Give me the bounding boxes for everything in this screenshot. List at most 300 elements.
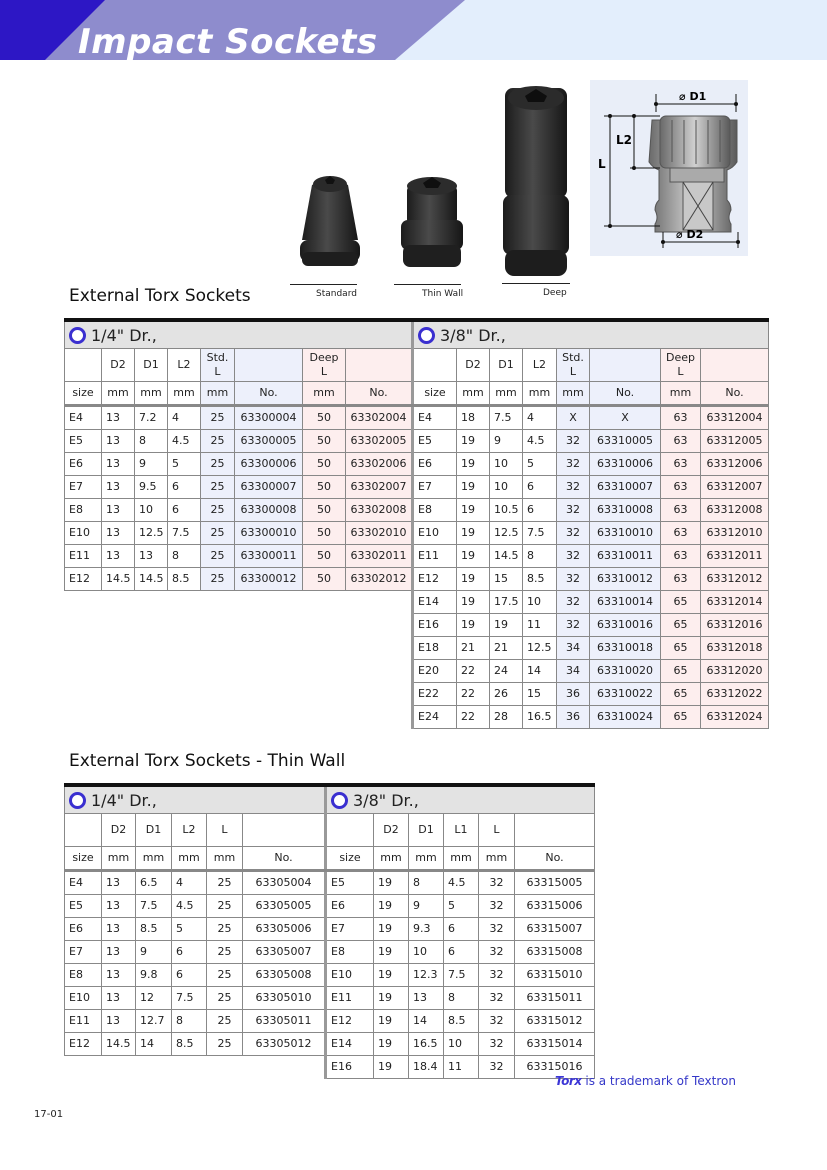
bullet-ring-icon — [418, 327, 435, 344]
value-cell: 32 — [479, 1056, 515, 1079]
value-cell: 63 — [661, 453, 701, 476]
value-cell: 19 — [457, 614, 490, 637]
value-cell: 19 — [374, 941, 409, 964]
part-number-cell: 63312007 — [701, 476, 769, 499]
value-cell: 13 — [102, 406, 135, 430]
value-cell: 50 — [303, 499, 346, 522]
value-cell: 63 — [661, 522, 701, 545]
value-cell: 19 — [490, 614, 523, 637]
column-header — [65, 814, 102, 847]
part-number-cell: 63302007 — [346, 476, 412, 499]
part-number-cell: 63315014 — [515, 1033, 595, 1056]
unit-header: mm — [136, 847, 172, 871]
value-cell: 15 — [523, 683, 557, 706]
size-cell: E7 — [65, 476, 102, 499]
value-cell: 12.5 — [523, 637, 557, 660]
value-cell: 13 — [102, 895, 136, 918]
value-cell: 14.5 — [490, 545, 523, 568]
value-cell: 5 — [444, 895, 479, 918]
part-number-cell: 63305007 — [243, 941, 325, 964]
size-cell: E5 — [65, 430, 102, 453]
drive-size-label: 1/4" Dr., — [91, 790, 157, 810]
column-header-row — [413, 349, 769, 382]
part-number-cell: 63300007 — [235, 476, 303, 499]
value-cell: 17.5 — [490, 591, 523, 614]
value-cell: 12.5 — [135, 522, 168, 545]
value-cell: 10 — [490, 476, 523, 499]
table-row — [413, 683, 769, 706]
part-number-cell: 63302005 — [346, 430, 412, 453]
value-cell: 15 — [490, 568, 523, 591]
value-cell: 50 — [303, 476, 346, 499]
table-row — [413, 499, 769, 522]
value-cell: 18 — [457, 406, 490, 430]
unit-header: No. — [515, 847, 595, 871]
value-cell: 7.5 — [172, 987, 207, 1010]
value-cell: 9.3 — [409, 918, 444, 941]
value-cell: 13 — [102, 987, 136, 1010]
column-header — [235, 349, 303, 382]
value-cell: 28 — [490, 706, 523, 729]
value-cell: 19 — [374, 964, 409, 987]
part-number-cell: 63312006 — [701, 453, 769, 476]
value-cell: 4 — [172, 871, 207, 895]
column-header: L1 — [444, 814, 479, 847]
column-header: Deep L — [661, 349, 701, 382]
value-cell: 8.5 — [523, 568, 557, 591]
value-cell: 25 — [207, 964, 243, 987]
value-cell: 25 — [207, 987, 243, 1010]
table-row — [65, 476, 412, 499]
part-number-cell: 63300011 — [235, 545, 303, 568]
part-number-cell: 63312022 — [701, 683, 769, 706]
value-cell: 16.5 — [523, 706, 557, 729]
drive-size-row — [65, 320, 412, 349]
unit-header: No. — [346, 382, 412, 406]
table-row — [65, 1010, 325, 1033]
part-number-cell: 63302004 — [346, 406, 412, 430]
value-cell: 8 — [444, 987, 479, 1010]
part-number-cell: 63310024 — [590, 706, 661, 729]
drive-size-header — [65, 785, 325, 814]
unit-header: mm — [444, 847, 479, 871]
column-header: D1 — [409, 814, 444, 847]
table-row — [65, 964, 325, 987]
value-cell: 19 — [374, 918, 409, 941]
value-cell: 34 — [557, 660, 590, 683]
column-header: D1 — [490, 349, 523, 382]
value-cell: 10 — [444, 1033, 479, 1056]
part-number-cell: 63312018 — [701, 637, 769, 660]
column-header: Deep L — [303, 349, 346, 382]
value-cell: 22 — [457, 706, 490, 729]
drive-size-label: 3/8" Dr., — [353, 790, 419, 810]
value-cell: 25 — [201, 476, 235, 499]
column-header — [326, 814, 374, 847]
unit-header: mm — [303, 382, 346, 406]
trademark-notice — [555, 1074, 736, 1088]
value-cell: 13 — [102, 430, 135, 453]
unit-header: size — [326, 847, 374, 871]
column-header — [590, 349, 661, 382]
unit-header-row — [65, 382, 412, 406]
size-cell: E5 — [413, 430, 457, 453]
size-cell: E8 — [326, 941, 374, 964]
table-row — [65, 453, 412, 476]
value-cell: 4.5 — [168, 430, 201, 453]
column-header: L2 — [168, 349, 201, 382]
value-cell: 65 — [661, 660, 701, 683]
table-row — [65, 918, 325, 941]
table-row — [413, 406, 769, 430]
drive-size-header — [326, 785, 595, 814]
size-cell: E11 — [65, 545, 102, 568]
dimension-diagram — [590, 80, 748, 256]
part-number-cell: 63305004 — [243, 871, 325, 895]
value-cell: 19 — [374, 895, 409, 918]
column-header: L — [479, 814, 515, 847]
column-header: D1 — [136, 814, 172, 847]
drive-size-header — [65, 320, 412, 349]
part-number-cell: 63300012 — [235, 568, 303, 591]
value-cell: 50 — [303, 453, 346, 476]
value-cell: 13 — [102, 476, 135, 499]
table-row — [326, 895, 595, 918]
table-quarter-drive-thin-wall — [64, 783, 325, 1056]
column-header — [65, 349, 102, 382]
value-cell: 32 — [557, 476, 590, 499]
size-cell: E12 — [326, 1010, 374, 1033]
product-photos — [285, 80, 575, 305]
table-row — [65, 871, 325, 895]
value-cell: 19 — [457, 591, 490, 614]
value-cell: 18.4 — [409, 1056, 444, 1079]
part-number-cell: 63315016 — [515, 1056, 595, 1079]
table-row — [413, 614, 769, 637]
part-number-cell: 63305011 — [243, 1010, 325, 1033]
value-cell: 14 — [523, 660, 557, 683]
value-cell: 10 — [409, 941, 444, 964]
part-number-cell: X — [590, 406, 661, 430]
value-cell: 19 — [374, 1033, 409, 1056]
part-number-cell: 63310016 — [590, 614, 661, 637]
value-cell: 4.5 — [172, 895, 207, 918]
size-cell: E10 — [413, 522, 457, 545]
part-number-cell: 63300008 — [235, 499, 303, 522]
value-cell: 8 — [409, 871, 444, 895]
value-cell: 10 — [490, 453, 523, 476]
unit-header: size — [413, 382, 457, 406]
part-number-cell: 63312014 — [701, 591, 769, 614]
table-row — [65, 987, 325, 1010]
value-cell: 32 — [479, 895, 515, 918]
value-cell: 32 — [557, 453, 590, 476]
column-header: L2 — [523, 349, 557, 382]
value-cell: 14 — [136, 1033, 172, 1056]
value-cell: 13 — [102, 499, 135, 522]
caption-thin-wall: Thin Wall — [422, 289, 464, 299]
table-three-eighth-drive-thin-wall — [324, 783, 595, 1079]
unit-header: mm — [557, 382, 590, 406]
unit-header: mm — [102, 847, 136, 871]
page-title: Impact Sockets — [78, 22, 378, 60]
value-cell: 25 — [201, 522, 235, 545]
unit-header: mm — [102, 382, 135, 406]
column-header: D2 — [457, 349, 490, 382]
value-cell: 50 — [303, 545, 346, 568]
size-cell: E7 — [65, 941, 102, 964]
part-number-cell: 63315005 — [515, 871, 595, 895]
size-cell: E16 — [326, 1056, 374, 1079]
value-cell: 7.5 — [490, 406, 523, 430]
drive-size-label: 3/8" Dr., — [440, 325, 506, 345]
column-header: D1 — [135, 349, 168, 382]
size-cell: E4 — [65, 406, 102, 430]
size-cell: E11 — [65, 1010, 102, 1033]
unit-header: mm — [409, 847, 444, 871]
value-cell: 9.8 — [136, 964, 172, 987]
caption-rule — [394, 284, 461, 285]
value-cell: 12 — [136, 987, 172, 1010]
value-cell: 19 — [374, 1010, 409, 1033]
bullet-ring-icon — [331, 792, 348, 809]
value-cell: 25 — [201, 545, 235, 568]
size-cell: E11 — [413, 545, 457, 568]
part-number-cell: 63312004 — [701, 406, 769, 430]
value-cell: 13 — [102, 941, 136, 964]
value-cell: 7.5 — [444, 964, 479, 987]
value-cell: 13 — [102, 1010, 136, 1033]
column-header: Std. L — [557, 349, 590, 382]
value-cell: 4.5 — [444, 871, 479, 895]
value-cell: 6 — [444, 918, 479, 941]
value-cell: 12.5 — [490, 522, 523, 545]
value-cell: 13 — [102, 871, 136, 895]
value-cell: 5 — [168, 453, 201, 476]
value-cell: 4.5 — [523, 430, 557, 453]
value-cell: 32 — [479, 1010, 515, 1033]
part-number-cell: 63312016 — [701, 614, 769, 637]
unit-header-row — [326, 847, 595, 871]
bullet-ring-icon — [69, 327, 86, 344]
caption-standard: Standard — [316, 289, 357, 299]
unit-header: mm — [457, 382, 490, 406]
part-number-cell: 63310018 — [590, 637, 661, 660]
value-cell: 10.5 — [490, 499, 523, 522]
value-cell: 32 — [479, 918, 515, 941]
table-three-eighth-drive-standard-deep — [411, 318, 769, 729]
value-cell: 6 — [444, 941, 479, 964]
drive-size-row — [326, 785, 595, 814]
part-number-cell: 63312024 — [701, 706, 769, 729]
unit-header: No. — [701, 382, 769, 406]
value-cell: 32 — [557, 522, 590, 545]
column-header-row — [65, 814, 325, 847]
table-row — [413, 637, 769, 660]
table-row — [413, 522, 769, 545]
value-cell: 50 — [303, 430, 346, 453]
deep-socket-image — [503, 86, 569, 276]
value-cell: 50 — [303, 568, 346, 591]
column-header — [413, 349, 457, 382]
page-number: 17-01 — [34, 1109, 64, 1120]
part-number-cell: 63310022 — [590, 683, 661, 706]
value-cell: 6.5 — [136, 871, 172, 895]
section-title-standard: External Torx Sockets — [69, 286, 251, 306]
part-number-cell: 63300005 — [235, 430, 303, 453]
standard-socket-image — [300, 176, 360, 266]
size-cell: E8 — [65, 499, 102, 522]
part-number-cell: 63305010 — [243, 987, 325, 1010]
size-cell: E10 — [65, 987, 102, 1010]
value-cell: 6 — [168, 499, 201, 522]
part-number-cell: 63310011 — [590, 545, 661, 568]
value-cell: 14 — [409, 1010, 444, 1033]
value-cell: 4 — [168, 406, 201, 430]
table-row — [413, 660, 769, 683]
value-cell: 25 — [207, 895, 243, 918]
value-cell: 8 — [523, 545, 557, 568]
value-cell: 21 — [490, 637, 523, 660]
column-header — [243, 814, 325, 847]
table-row — [413, 591, 769, 614]
part-number-cell: 63310020 — [590, 660, 661, 683]
value-cell: 14.5 — [102, 1033, 136, 1056]
size-cell: E10 — [326, 964, 374, 987]
size-cell: E8 — [65, 964, 102, 987]
value-cell: 6 — [172, 964, 207, 987]
value-cell: 19 — [457, 499, 490, 522]
value-cell: 14.5 — [135, 568, 168, 591]
value-cell: 19 — [457, 522, 490, 545]
unit-header: mm — [374, 847, 409, 871]
value-cell: 63 — [661, 499, 701, 522]
caption-deep: Deep — [543, 288, 567, 298]
table-row — [65, 1033, 325, 1056]
value-cell: 65 — [661, 637, 701, 660]
value-cell: 9 — [409, 895, 444, 918]
part-number-cell: 63315008 — [515, 941, 595, 964]
value-cell: 8 — [172, 1010, 207, 1033]
value-cell: 8.5 — [172, 1033, 207, 1056]
value-cell: 13 — [409, 987, 444, 1010]
value-cell: 22 — [457, 683, 490, 706]
size-cell: E14 — [413, 591, 457, 614]
unit-header: mm — [479, 847, 515, 871]
table-row — [65, 941, 325, 964]
part-number-cell: 63315010 — [515, 964, 595, 987]
value-cell: 25 — [207, 871, 243, 895]
unit-header-row — [65, 847, 325, 871]
value-cell: 26 — [490, 683, 523, 706]
part-number-cell: 63305005 — [243, 895, 325, 918]
trademark-text: is a trademark of Textron — [581, 1074, 736, 1088]
value-cell: 65 — [661, 591, 701, 614]
value-cell: 25 — [201, 568, 235, 591]
value-cell: 8.5 — [136, 918, 172, 941]
value-cell: 13 — [102, 964, 136, 987]
value-cell: 25 — [207, 1033, 243, 1056]
value-cell: 10 — [135, 499, 168, 522]
value-cell: 6 — [523, 476, 557, 499]
table-row — [326, 918, 595, 941]
value-cell: 32 — [479, 941, 515, 964]
value-cell: 9 — [136, 941, 172, 964]
value-cell: 8.5 — [444, 1010, 479, 1033]
part-number-cell: 63312005 — [701, 430, 769, 453]
value-cell: 13 — [135, 545, 168, 568]
value-cell: 65 — [661, 683, 701, 706]
size-cell: E8 — [413, 499, 457, 522]
size-cell: E12 — [413, 568, 457, 591]
value-cell: 19 — [457, 476, 490, 499]
size-cell: E4 — [413, 406, 457, 430]
part-number-cell: 63310008 — [590, 499, 661, 522]
value-cell: 36 — [557, 706, 590, 729]
value-cell: 21 — [457, 637, 490, 660]
value-cell: 7.5 — [136, 895, 172, 918]
part-number-cell: 63312008 — [701, 499, 769, 522]
value-cell: 36 — [557, 683, 590, 706]
unit-header: No. — [243, 847, 325, 871]
diagram-label-l2: L2 — [616, 133, 632, 147]
column-header: D2 — [102, 349, 135, 382]
size-cell: E22 — [413, 683, 457, 706]
value-cell: 32 — [479, 1033, 515, 1056]
unit-header-row — [413, 382, 769, 406]
table-row — [413, 545, 769, 568]
column-header: D2 — [102, 814, 136, 847]
part-number-cell: 63315011 — [515, 987, 595, 1010]
value-cell: 25 — [201, 406, 235, 430]
value-cell: 19 — [374, 987, 409, 1010]
table-row — [326, 964, 595, 987]
value-cell: 7.5 — [168, 522, 201, 545]
column-header-row — [65, 349, 412, 382]
diagram-label-l: L — [598, 157, 606, 171]
torx-logo: Torx — [555, 1074, 582, 1088]
table-row — [413, 430, 769, 453]
value-cell: 10 — [523, 591, 557, 614]
value-cell: 13 — [102, 545, 135, 568]
value-cell: 9.5 — [135, 476, 168, 499]
value-cell: 19 — [374, 1056, 409, 1079]
part-number-cell: 63302006 — [346, 453, 412, 476]
part-number-cell: 63302010 — [346, 522, 412, 545]
value-cell: 5 — [523, 453, 557, 476]
size-cell: E24 — [413, 706, 457, 729]
value-cell: 32 — [557, 614, 590, 637]
part-number-cell: 63315007 — [515, 918, 595, 941]
value-cell: 25 — [207, 918, 243, 941]
column-header: L2 — [172, 814, 207, 847]
value-cell: 63 — [661, 545, 701, 568]
table-row — [65, 895, 325, 918]
part-number-cell: 63305006 — [243, 918, 325, 941]
value-cell: 9 — [490, 430, 523, 453]
drive-size-row — [413, 320, 769, 349]
value-cell: 19 — [457, 545, 490, 568]
unit-header: size — [65, 847, 102, 871]
part-number-cell: 63310010 — [590, 522, 661, 545]
value-cell: 65 — [661, 706, 701, 729]
bullet-ring-icon — [69, 792, 86, 809]
value-cell: 14.5 — [102, 568, 135, 591]
size-cell: E12 — [65, 1033, 102, 1056]
size-cell: E6 — [65, 453, 102, 476]
caption-rule — [290, 284, 357, 285]
size-cell: E12 — [65, 568, 102, 591]
